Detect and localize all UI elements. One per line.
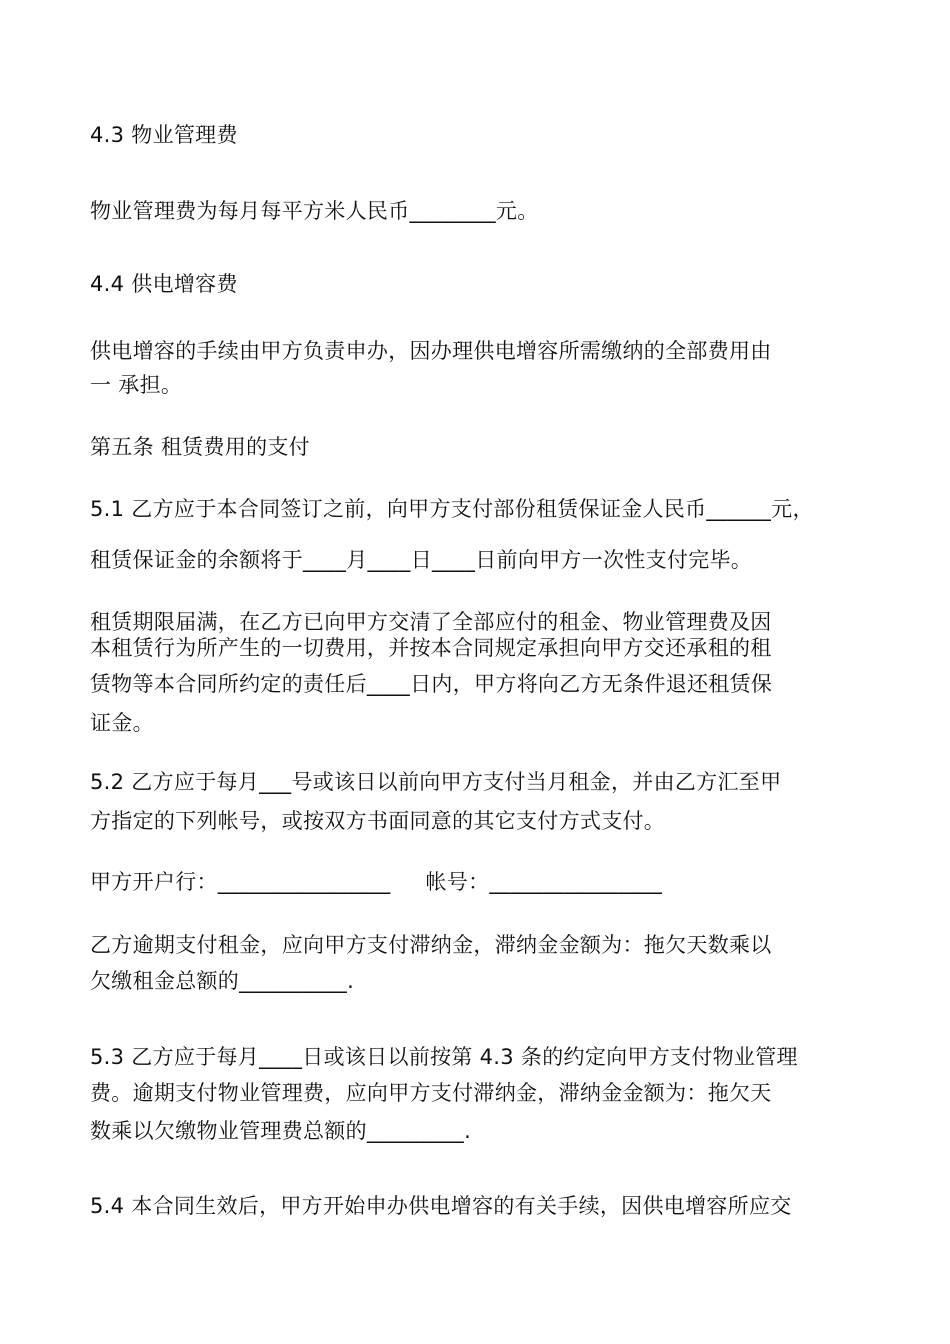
paragraph-line: 5.4 本合同生效后，甲方开始申办供电增容的有关手续，因供电增容所应交	[90, 1194, 792, 1218]
paragraph-line: 证金。	[90, 711, 154, 735]
paragraph-line: 供电增容的手续由甲方负责申办，因办理供电增容所需缴纳的全部费用由	[90, 339, 772, 363]
section-heading-4-3: 4.3 物业管理费	[90, 123, 238, 147]
bank-account-line: 甲方开户行：________________ 帐号：________________	[90, 870, 663, 894]
paragraph-line: 5.1 乙方应于本合同签订之前，向甲方支付部份租赁保证金人民币______元，	[90, 497, 814, 521]
paragraph-line: 方指定的下列帐号，或按双方书面同意的其它支付方式支付。	[90, 809, 666, 833]
paragraph-line: 乙方逾期支付租金，应向甲方支付滞纳金，滞纳金金额为：拖欠天数乘以	[90, 933, 772, 957]
section-heading-4-4: 4.4 供电增容费	[90, 272, 238, 296]
paragraph-line: 物业管理费为每月每平方米人民币________元。	[90, 199, 539, 223]
paragraph-line: 欠缴租金总额的__________.	[90, 969, 355, 993]
paragraph-line: 赁物等本合同所约定的责任后____日内，甲方将向乙方无条件退还租赁保	[90, 672, 773, 696]
paragraph-line: 一 承担。	[90, 373, 183, 397]
article-heading-5: 第五条 租赁费用的支付	[90, 435, 310, 459]
paragraph-line: 费。逾期支付物业管理费，应向甲方支付滞纳金，滞纳金金额为：拖欠天	[90, 1081, 772, 1105]
paragraph-line: 租赁期限届满，在乙方已向甲方交清了全部应付的租金、物业管理费及因	[90, 610, 772, 634]
paragraph-line: 5.2 乙方应于每月___号或该日以前向甲方支付当月租金，并由乙方汇至甲	[90, 770, 782, 794]
paragraph-line: 5.3 乙方应于每月____日或该日以前按第 4.3 条的约定向甲方支付物业管理	[90, 1045, 798, 1069]
paragraph-line: 数乘以欠缴物业管理费总额的_________.	[90, 1119, 472, 1143]
paragraph-line: 租赁保证金的余额将于____月____日____日前向甲方一次性支付完毕。	[90, 548, 753, 572]
paragraph-line: 本租赁行为所产生的一切费用，并按本合同规定承担向甲方交还承租的租	[90, 636, 772, 660]
